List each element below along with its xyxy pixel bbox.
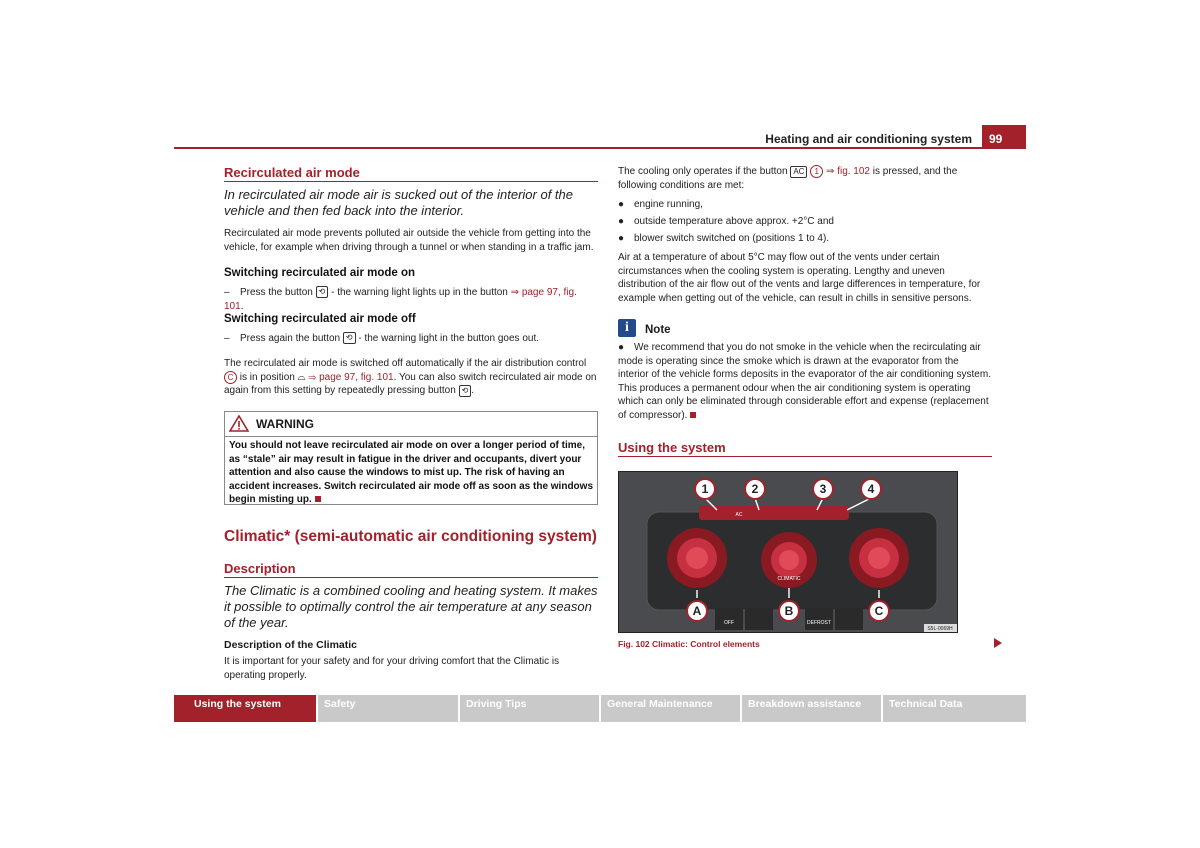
recirc-button-icon: ⟲ bbox=[316, 286, 329, 298]
auto-off-text-3: . You can also switch recirculated air mode on again from this setting by repeatedly pressing button bbox=[224, 371, 597, 397]
section-rule bbox=[224, 181, 598, 182]
list-item-text: blower switch switched on (positions 1 to 4). bbox=[634, 233, 830, 244]
desc-body: It is important for your safety and for your driving comfort that the Climatic is operating properly. bbox=[224, 656, 560, 681]
cooling-text-2: is pressed, and the following conditions are met: bbox=[618, 166, 958, 191]
section-rule bbox=[224, 577, 598, 578]
page-number: 99 bbox=[982, 125, 1026, 149]
recirc-button-icon: ⟲ bbox=[459, 385, 472, 397]
figure-caption: Fig. 102 Climatic: Control elements bbox=[618, 639, 760, 649]
nav-tab-breakdown-assistance[interactable]: Breakdown assistance bbox=[742, 695, 881, 722]
switch-on-text-a: Press the button bbox=[240, 287, 313, 298]
nav-tab-safety[interactable]: Safety bbox=[318, 695, 458, 722]
off-label: OFF bbox=[724, 620, 734, 626]
climatic-heading: Climatic* (semi-automatic air conditioning system) bbox=[224, 528, 597, 545]
switch-off-text-b: - the warning light in the button goes out. bbox=[358, 333, 540, 344]
header-rule bbox=[174, 147, 1026, 149]
list-item bbox=[618, 198, 992, 215]
auto-off-text-1: The recirculated air mode is switched off automatically if the air distribution control bbox=[224, 358, 587, 369]
recirc-button-icon: ⟲ bbox=[343, 332, 356, 344]
nav-tab-driving-tips[interactable]: Driving Tips bbox=[460, 695, 599, 722]
switch-on-text-b: - the warning light lights up in the button bbox=[331, 287, 508, 298]
warning-header bbox=[225, 412, 597, 437]
windscreen-icon: ⌓ bbox=[297, 371, 306, 383]
switch-on-step: – Press the button ⟲ - the warning light lights up in the button ⇒ page 97, fig. 101. bbox=[224, 287, 577, 312]
next-page-arrow-icon[interactable] bbox=[994, 638, 1002, 648]
auto-off-paragraph: The recirculated air mode is switched off automatically if the air distribution control C is in position ⌓ ⇒ page 97, fig. 101. You can also switch recirculated air mode on again from this setting by repeatedly pressing button ⟲ . bbox=[224, 358, 597, 397]
description-intro: The Climatic is a combined cooling and heating system. It makes it possible to optimally control the air temperature at any season of the year. bbox=[224, 583, 598, 630]
callout-1: 1 bbox=[701, 482, 709, 496]
note-text bbox=[618, 341, 992, 422]
recirc-intro: In recirculated air mode air is sucked out of the interior of the vehicle and then fed back into the interior. bbox=[224, 187, 574, 218]
recirc-body: Recirculated air mode prevents polluted air outside the vehicle from getting into the vehicle, for example when driving through a tunnel or when standing in a traffic jam. bbox=[224, 228, 594, 253]
list-item-text: engine running, bbox=[634, 199, 703, 210]
callout-4: 4 bbox=[867, 482, 875, 496]
note-body: We recommend that you do not smoke in the vehicle when the recirculating air mode is operating since the smoke which is drawn at the evaporator from the interior of the vehicle forms deposits in the evaporator of the air conditioning system. This produces a permanent odour when the air conditioning system is operating which can only be eliminated through considerable effort and expense (replacement of compressor). bbox=[618, 342, 991, 421]
bullet-icon: ● bbox=[618, 342, 625, 353]
nav-tab-general-maintenance[interactable]: General Maintenance bbox=[601, 695, 740, 722]
note-title: Note bbox=[645, 324, 671, 336]
defrost-label: DEFROST bbox=[807, 620, 831, 626]
air-temp-paragraph: Air at a temperature of about 5°C may flow out of the vents under certain circumstances when the cooling system is operating. Lengthy and uneven distribution of the air flow out of the vents and large differences in temperature, for example when getting out of the vehicle, can result in chills in sensitive persons. bbox=[618, 252, 981, 304]
end-mark-icon bbox=[690, 412, 696, 418]
list-item bbox=[618, 215, 992, 232]
end-mark-icon bbox=[315, 496, 321, 502]
recirc-heading: Recirculated air mode bbox=[224, 165, 360, 180]
list-item bbox=[618, 232, 992, 249]
conditions-list bbox=[618, 198, 992, 249]
nav-tab-technical-data[interactable]: Technical Data bbox=[883, 695, 1026, 722]
warning-triangle-icon bbox=[229, 415, 249, 432]
running-header-title: Heating and air conditioning system bbox=[765, 132, 972, 146]
auto-off-text-2: is in position bbox=[239, 371, 295, 383]
info-icon: i bbox=[618, 319, 636, 337]
callout-a: A bbox=[692, 604, 702, 618]
bullet-icon: ● bbox=[618, 216, 625, 227]
cooling-paragraph bbox=[618, 165, 992, 192]
list-item-text: outside temperature above approx. +2°C and bbox=[634, 216, 834, 227]
switch-on-heading: Switching recirculated air mode on bbox=[224, 267, 416, 279]
climatic-label: CLIMATIC bbox=[777, 576, 801, 582]
warning-body: You should not leave recirculated air mode on over a longer period of time, as “stale” air may result in fatigue in the driver and occupants, divert your attention and also cause the windows to mist up. The risk of having an accident increases. Switch recirculated air mode off as soon as the windows begin misting up. bbox=[229, 440, 594, 506]
switch-off-step: – Press again the button ⟲ - the warning light in the button goes out. bbox=[224, 333, 540, 344]
warning-box bbox=[224, 411, 598, 505]
section-rule bbox=[618, 456, 992, 457]
bullet-icon: ● bbox=[618, 233, 625, 244]
climatic-panel-illustration bbox=[619, 472, 958, 633]
page-link[interactable]: ⇒ page 97, fig. 101 bbox=[224, 287, 577, 312]
ac-label: AC bbox=[735, 512, 743, 518]
callout-1-icon: 1 bbox=[810, 165, 823, 178]
desc-sub-heading: Description of the Climatic bbox=[224, 639, 358, 651]
fig-link[interactable]: ⇒ fig. 102 bbox=[826, 166, 870, 178]
callout-2: 2 bbox=[751, 482, 759, 496]
ac-button-icon: AC bbox=[790, 166, 807, 178]
page-link[interactable]: ⇒ page 97, fig. 101 bbox=[308, 371, 394, 383]
climatic-control-figure bbox=[618, 471, 958, 633]
chapter-nav bbox=[174, 695, 1026, 722]
using-system-heading: Using the system bbox=[618, 440, 726, 455]
switch-off-heading: Switching recirculated air mode off bbox=[224, 313, 416, 325]
figure-ref-code: S5L-0069H bbox=[927, 626, 953, 632]
callout-3: 3 bbox=[819, 482, 827, 496]
control-c-icon: C bbox=[224, 371, 237, 384]
switch-off-text-a: Press again the button bbox=[240, 333, 341, 344]
bullet-icon: ● bbox=[618, 199, 625, 210]
warning-text bbox=[229, 439, 593, 507]
callout-c: C bbox=[874, 604, 884, 618]
callout-b: B bbox=[784, 604, 794, 618]
nav-tab-using-the-system[interactable]: Using the system bbox=[174, 695, 316, 722]
description-heading: Description bbox=[224, 561, 296, 576]
cooling-text-1: The cooling only operates if the button bbox=[618, 166, 788, 178]
warning-title: WARNING bbox=[256, 417, 314, 431]
